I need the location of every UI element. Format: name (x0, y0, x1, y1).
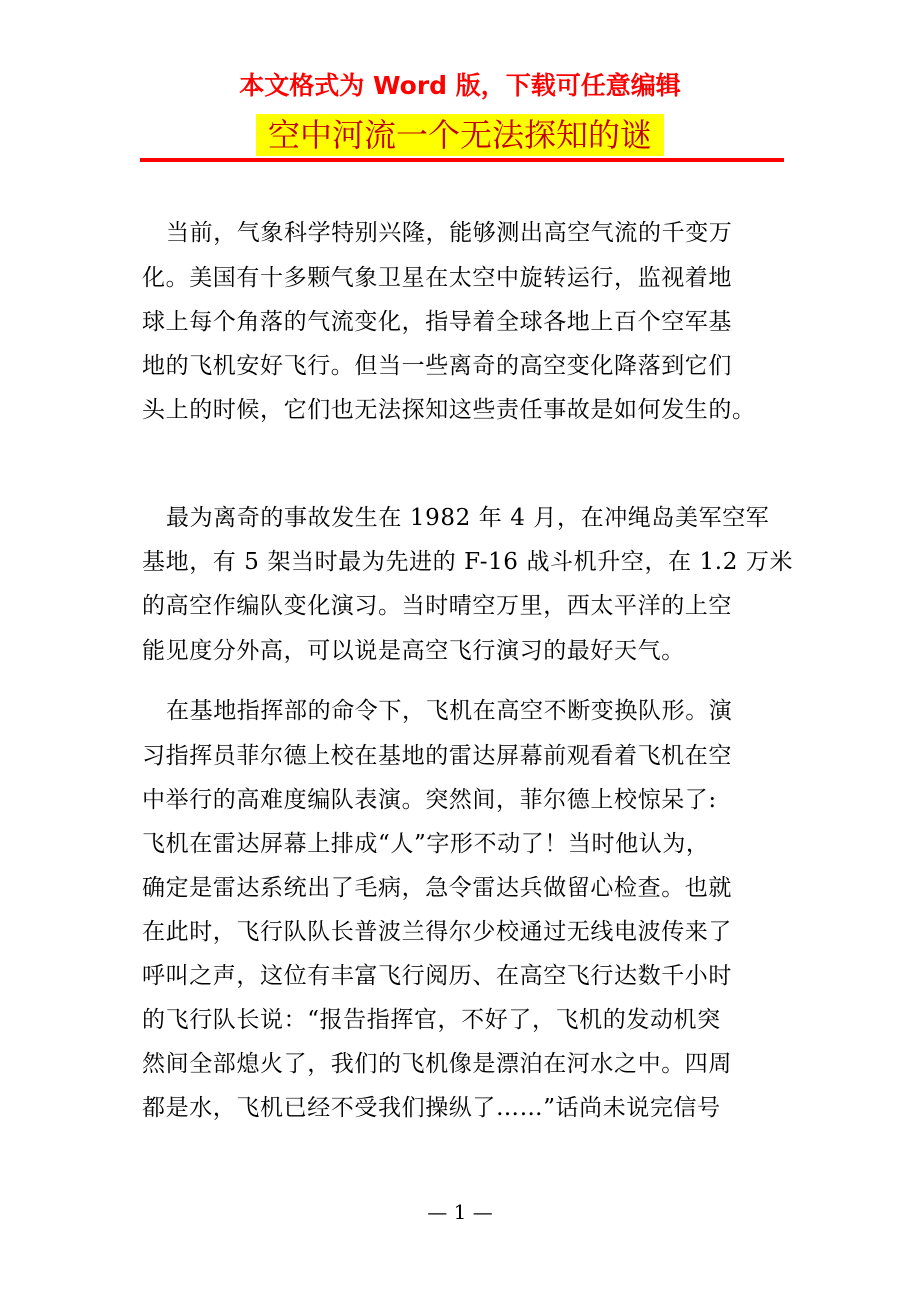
paragraph-line: 当前，气象科学特别兴隆，能够测出高空气流的千变万 (166, 220, 733, 246)
paragraph-line: 在基地指挥部的命令下，飞机在高空不断变换队形。演 (166, 698, 733, 724)
paragraph-line: 头上的时候，它们也无法探知这些责任事故是如何发生的。 (142, 397, 756, 423)
paragraph-line: 确定是雷达系统出了毛病，急令雷达兵做留心检查。也就 (142, 875, 732, 901)
paragraph-line: 呼叫之声，这位有丰富飞行阅历、在高空飞行达数千小时 (142, 963, 732, 989)
paragraph-line: 地的飞机安好飞行。但当一些离奇的高空变化降落到它们 (142, 353, 732, 379)
paragraph-line: 球上每个角落的气流变化，指导着全球各地上百个空军基 (142, 309, 732, 335)
paragraph-line: 然间全部熄火了，我们的飞机像是漂泊在河水之中。四周 (142, 1051, 732, 1077)
paragraph-line: 能见度分外高，可以说是高空飞行演习的最好天气。 (142, 638, 685, 664)
paragraph-line: 习指挥员菲尔德上校在基地的雷达屏幕前观看着飞机在空 (142, 743, 732, 769)
page-number: — 1 — (427, 1200, 493, 1224)
paragraph-line: 化。美国有十多颗气象卫星在太空中旋转运行，监视着地 (142, 265, 732, 291)
paragraph-line: 都是水，飞机已经不受我们操纵了……”话尚未说完信号 (142, 1095, 721, 1121)
paragraph-line: 飞机在雷达屏幕上排成“人”字形不动了！当时他认为， (142, 831, 710, 857)
title-divider (140, 158, 784, 162)
paragraph-line: 在此时，飞行队队长普波兰得尔少校通过无线电波传来了 (142, 919, 732, 945)
paragraph-line: 的高空作编队变化演习。当时晴空万里，西太平洋的上空 (142, 593, 732, 619)
paragraph-line: 最为离奇的事故发生在 1982 年 4 月，在冲绳岛美军空军 (166, 505, 770, 531)
document-title: 空中河流一个无法探知的谜 (256, 114, 664, 156)
paragraph-line: 基地，有 5 架当时最为先进的 F-16 战斗机升空，在 1.2 万米 (142, 549, 794, 575)
editable-format-banner: 本文格式为 Word 版，下载可任意编辑 (239, 71, 681, 100)
paragraph-line: 的飞行队长说：“报告指挥官，不好了，飞机的发动机突 (142, 1007, 721, 1033)
paragraph-line: 中举行的高难度编队表演。突然间，菲尔德上校惊呆了: (142, 787, 717, 813)
